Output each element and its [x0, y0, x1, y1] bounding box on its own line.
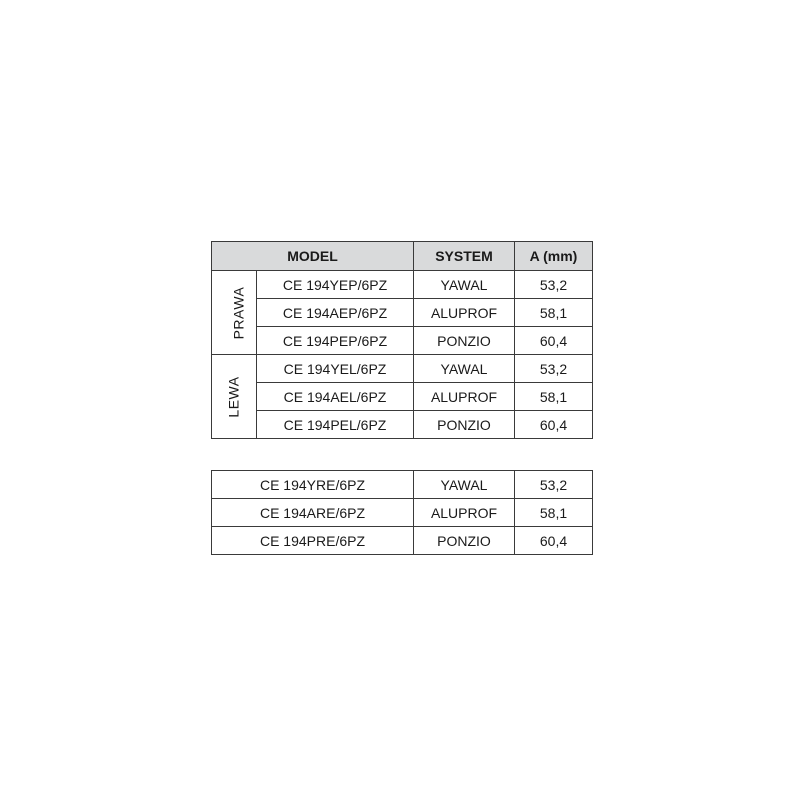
- group-label-prawa: [212, 271, 257, 355]
- cell-a: 60,4: [515, 327, 593, 355]
- cell-a: 58,1: [515, 299, 593, 327]
- table-row: [212, 383, 593, 411]
- group-label-text: PRAWA: [230, 286, 247, 339]
- cell-system: ALUPROF: [414, 499, 515, 527]
- group-label-lewa: [212, 355, 257, 439]
- table-row: [212, 527, 593, 555]
- cell-a: 53,2: [515, 271, 593, 299]
- table-row: [212, 355, 593, 383]
- header-a-mm: A (mm): [515, 242, 593, 271]
- cell-system: YAWAL: [414, 271, 515, 299]
- table-row: [212, 499, 593, 527]
- cell-system: PONZIO: [414, 411, 515, 439]
- table-row: [212, 299, 593, 327]
- cell-system: YAWAL: [414, 471, 515, 499]
- cell-model: CE 194PRE/6PZ: [212, 527, 414, 555]
- table-row: [212, 411, 593, 439]
- cell-model: CE 194ARE/6PZ: [212, 499, 414, 527]
- cell-system: ALUPROF: [414, 299, 515, 327]
- cell-system: PONZIO: [414, 327, 515, 355]
- cell-a: 58,1: [515, 383, 593, 411]
- cell-model: CE 194YEP/6PZ: [257, 271, 414, 299]
- table-row: [212, 271, 593, 299]
- group-label-text: LEWA: [226, 375, 242, 418]
- cell-model: CE 194AEL/6PZ: [257, 383, 414, 411]
- cell-a: 60,4: [515, 527, 593, 555]
- cell-a: 60,4: [515, 411, 593, 439]
- models-table: [211, 241, 593, 439]
- header-system: SYSTEM: [414, 242, 515, 271]
- cell-system: ALUPROF: [414, 383, 515, 411]
- extra-models-table: [211, 470, 593, 555]
- cell-model: CE 194AEP/6PZ: [257, 299, 414, 327]
- table-row: [212, 327, 593, 355]
- cell-system: PONZIO: [414, 527, 515, 555]
- cell-model: CE 194YEL/6PZ: [257, 355, 414, 383]
- cell-model: CE 194PEP/6PZ: [257, 327, 414, 355]
- cell-system: YAWAL: [414, 355, 515, 383]
- cell-model: CE 194YRE/6PZ: [212, 471, 414, 499]
- cell-a: 53,2: [515, 355, 593, 383]
- header-model: MODEL: [212, 242, 414, 271]
- cell-a: 58,1: [515, 499, 593, 527]
- table-row: [212, 471, 593, 499]
- cell-model: CE 194PEL/6PZ: [257, 411, 414, 439]
- cell-a: 53,2: [515, 471, 593, 499]
- header-row: [212, 242, 593, 271]
